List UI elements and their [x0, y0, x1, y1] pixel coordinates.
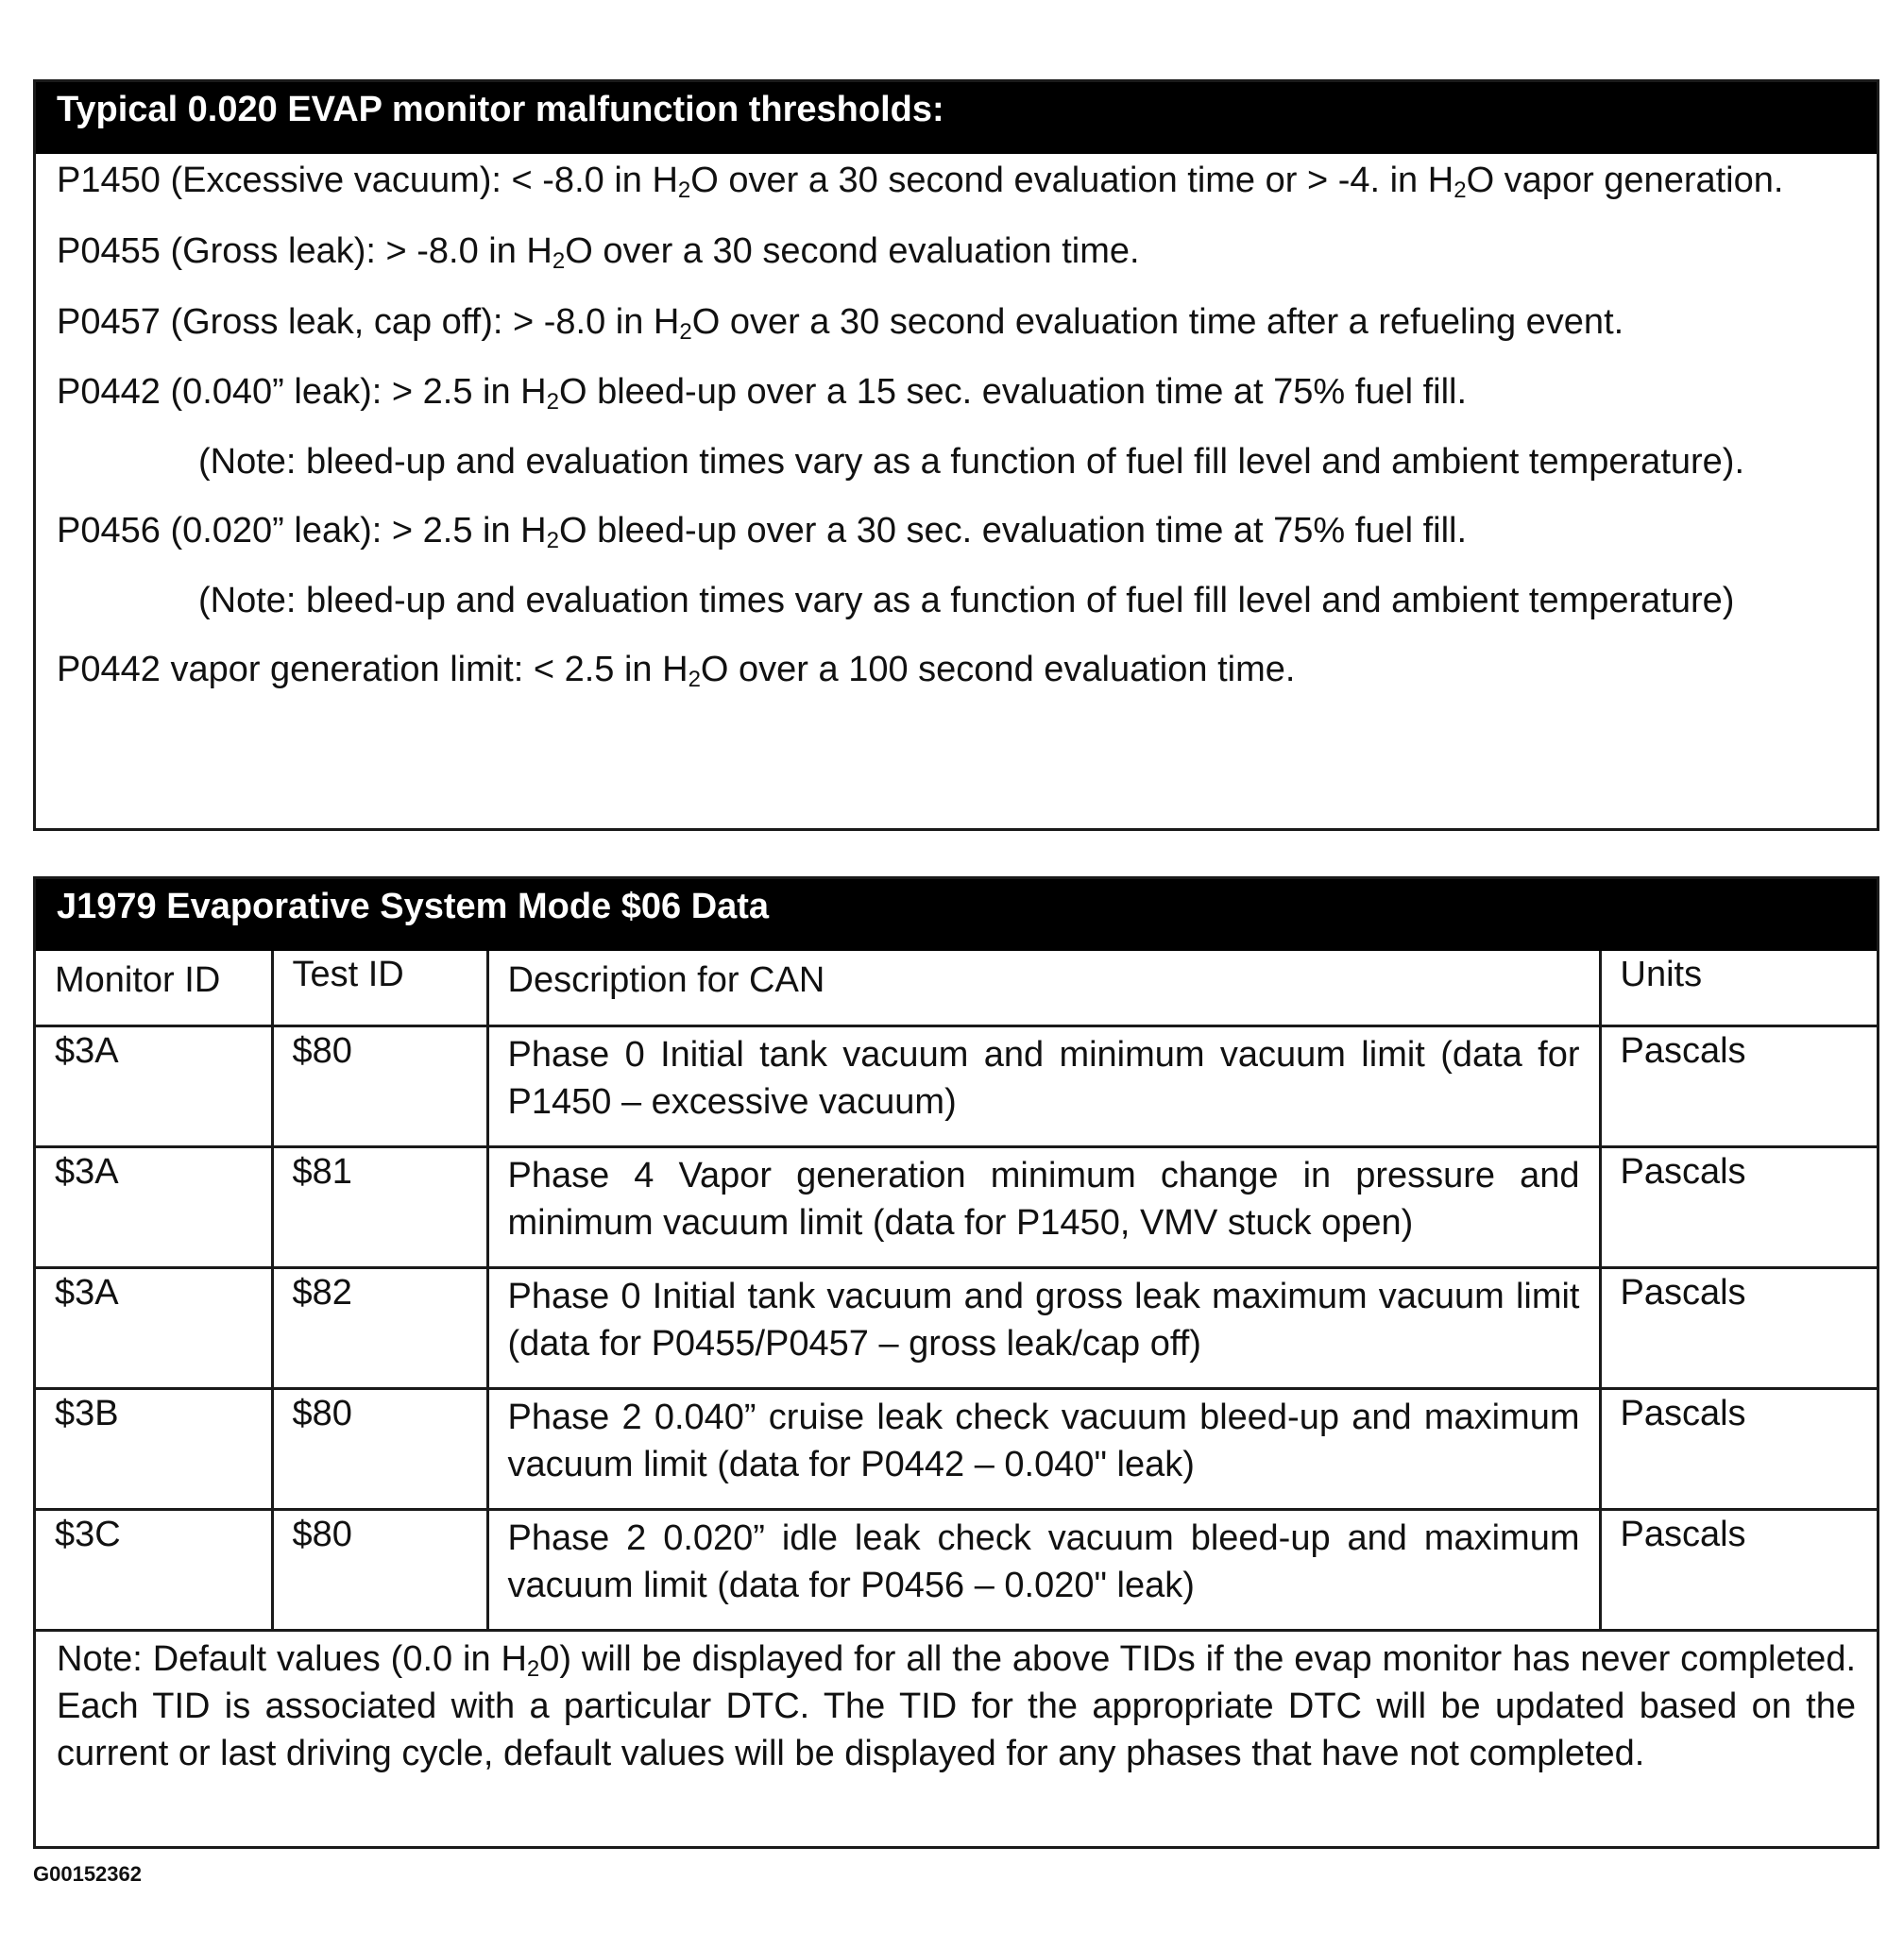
description-cell: Phase 4 Vapor generation minimum change in pressure and minimum vacuum limit (data for P1450, VMV stuck open) — [487, 1146, 1600, 1267]
units-cell: Pascals — [1600, 1267, 1877, 1388]
description-cell: Phase 2 0.020” idle leak check vacuum bleed-up and maximum vacuum limit (data for P0456 – 0.020" leak) — [487, 1509, 1600, 1630]
test-id-cell: $82 — [272, 1267, 487, 1388]
threshold-line-p0456: P0456 (0.020” leak): > 2.5 in $H_2O$ bleed-up over a 30 sec. evaluation time at 75% fuel fill. — [57, 511, 1468, 553]
threshold-line-p0457: P0457 (Gross leak, cap off): > -8.0 in $H_2O$ over a 30 second evaluation time after a refueling event. — [57, 302, 1624, 345]
threshold-note-1: (Note: bleed-up and evaluation times vary as a function of fuel fill level and ambient temperature). — [198, 442, 1745, 482]
header-units: Units — [1600, 951, 1877, 1025]
threshold-note-2: (Note: bleed-up and evaluation times vary as a function of fuel fill level and ambient temperature) — [198, 581, 1735, 620]
figure-id: G00152362 — [33, 1862, 142, 1886]
table-row — [36, 1509, 1877, 1630]
units-cell: Pascals — [1600, 1509, 1877, 1630]
test-id-cell: $80 — [272, 1388, 487, 1509]
test-id-cell: $80 — [272, 1025, 487, 1146]
table-row — [36, 1146, 1877, 1267]
mode06-title: J1979 Evaporative System Mode $06 Data — [36, 879, 1877, 951]
thresholds-title: Typical 0.020 EVAP monitor malfunction thresholds: — [36, 82, 1877, 154]
monitor-id-cell: $3A — [36, 1146, 272, 1267]
threshold-line-p1450: P1450 (Excessive vacuum): < -8.0 in $H_2O$ over a 30 second evaluation time or > -4. in $H_2O$ vapor generation. — [57, 161, 1784, 203]
description-cell: Phase 0 Initial tank vacuum and gross leak maximum vacuum limit (data for P0455/P0457 – gross leak/cap off) — [487, 1267, 1600, 1388]
monitor-id-cell: $3A — [36, 1267, 272, 1388]
units-cell: Pascals — [1600, 1025, 1877, 1146]
threshold-line-p0442: P0442 (0.040” leak): > 2.5 in $H_2O$ bleed-up over a 15 sec. evaluation time at 75% fuel fill. — [57, 372, 1468, 415]
header-monitor-id: Monitor ID — [36, 951, 272, 1025]
table-row — [36, 1267, 1877, 1388]
table-note: Note: Default values (0.0 in $H_20$) will be displayed for all the above TIDs if the evap monitor has never completed. Each TID is associated with a particular DTC. The TID for the appropriate DTC will be updated based on the current or last driving cycle, default values will be displayed for any phases that have not completed. — [57, 1638, 1857, 1773]
mode06-box — [33, 876, 1879, 1849]
monitor-id-cell: $3A — [36, 1025, 272, 1146]
threshold-line-vapor: P0442 vapor generation limit: < 2.5 in $H_2O$ over a 100 second evaluation time. — [57, 650, 1296, 692]
header-description: Description for CAN — [487, 951, 1600, 1025]
monitor-id-cell: $3B — [36, 1388, 272, 1509]
table-row — [36, 1025, 1877, 1146]
mode06-table — [36, 951, 1877, 1632]
table-header-row — [36, 951, 1877, 1025]
thresholds-box — [33, 79, 1879, 831]
monitor-id-cell: $3C — [36, 1509, 272, 1630]
threshold-line-p0455: P0455 (Gross leak): > -8.0 in $H_2O$ over a 30 second evaluation time. — [57, 231, 1140, 274]
table-row — [36, 1388, 1877, 1509]
description-cell: Phase 2 0.040” cruise leak check vacuum bleed-up and maximum vacuum limit (data for P0442 – 0.040" leak) — [487, 1388, 1600, 1509]
header-test-id: Test ID — [272, 951, 487, 1025]
description-cell: Phase 0 Initial tank vacuum and minimum vacuum limit (data for P1450 – excessive vacuum) — [487, 1025, 1600, 1146]
units-cell: Pascals — [1600, 1388, 1877, 1509]
units-cell: Pascals — [1600, 1146, 1877, 1267]
test-id-cell: $80 — [272, 1509, 487, 1630]
test-id-cell: $81 — [272, 1146, 487, 1267]
